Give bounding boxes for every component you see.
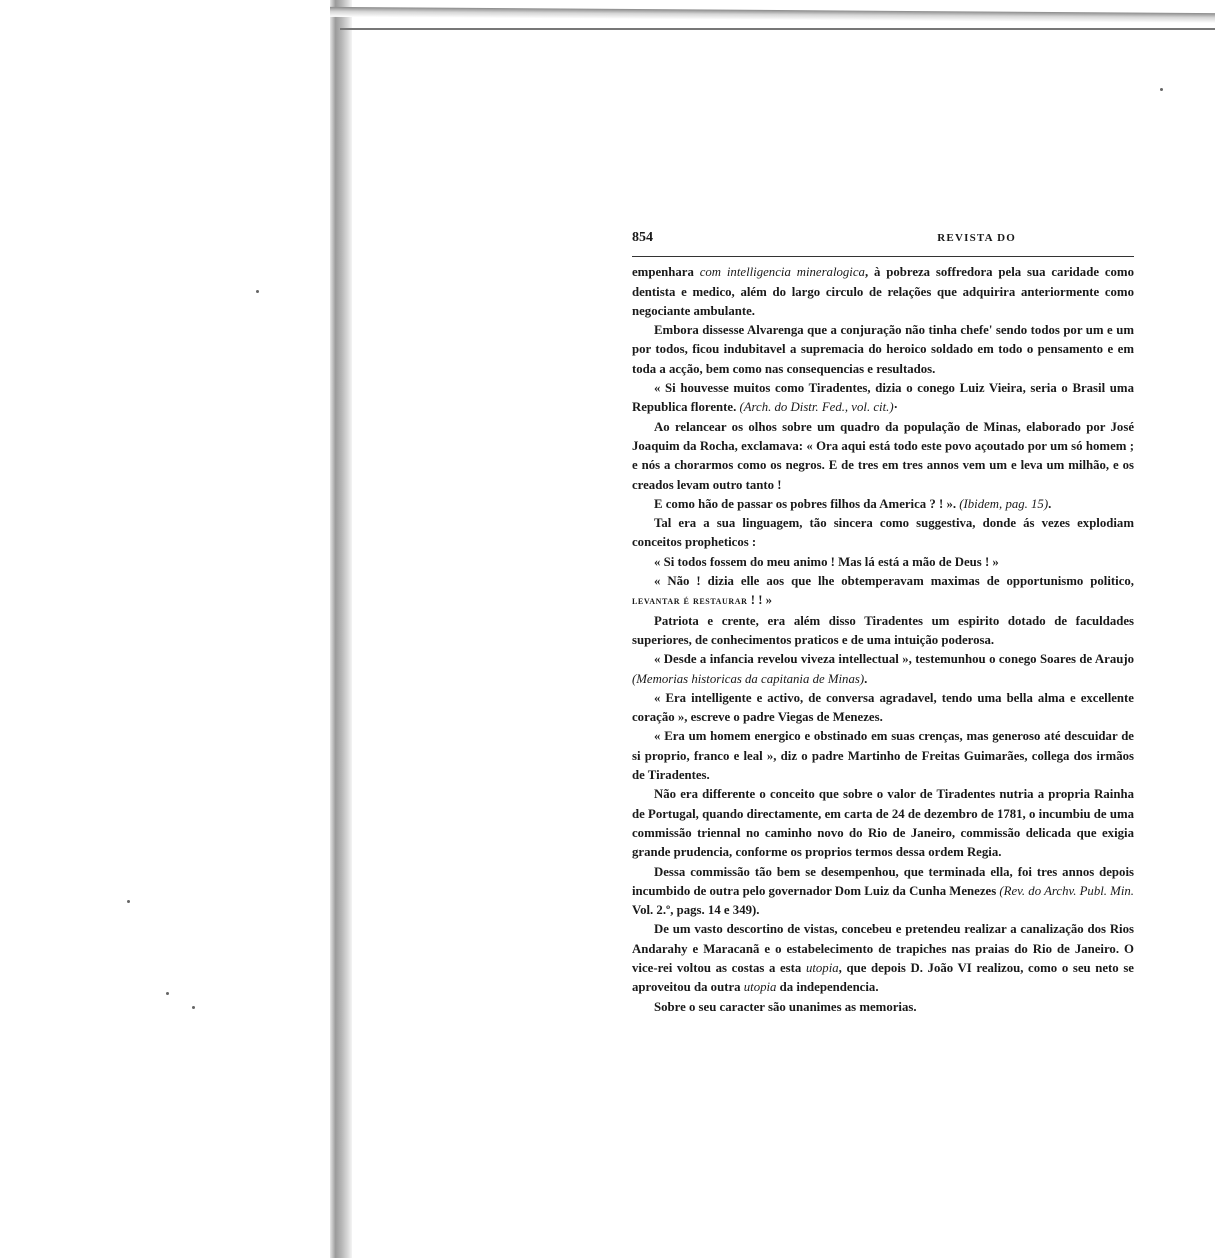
paragraph bbox=[632, 998, 1134, 1017]
book-binding-shadow bbox=[330, 0, 352, 1258]
document-page bbox=[632, 228, 1134, 1017]
paper-speck bbox=[127, 900, 130, 903]
paragraph bbox=[632, 650, 1134, 689]
text-run-it: (Rev. do Archv. Publ. Min. bbox=[999, 883, 1134, 898]
text-run-sc: levantar é restaurar bbox=[632, 595, 748, 608]
text-run: « Si houvesse muitos como Tiradentes, dizia o conego Luiz Vieira, seria o Brasil uma Republica florente. bbox=[632, 381, 1134, 415]
text-run: ! ! » bbox=[747, 593, 773, 608]
text-run: Sobre o seu caracter são unanimes as memorias. bbox=[654, 999, 917, 1014]
text-run-it: utopia bbox=[805, 960, 839, 975]
text-run: Patriota e crente, era além disso Tiradentes um espirito dotado de faculdades superiores, de conhecimentos praticos e de uma intuição poderosa. bbox=[632, 613, 1134, 647]
page-top-shadow bbox=[330, 7, 1215, 23]
text-run: . bbox=[1048, 496, 1052, 511]
paragraph bbox=[632, 553, 1134, 572]
page-number: 854 bbox=[632, 230, 653, 245]
text-run: Vol. 2.º, pags. 14 e 349). bbox=[632, 903, 760, 918]
text-run: Ao relancear os olhos sobre um quadro da população de Minas, elaborado por José Joaquim da Rocha, exclamava: « Ora aqui está todo este povo açoutado por um só homem ; e nós a chorarmos como os negros. E de tres em tres annos vem um e leva um milhão, e os creados levam outro tanto ! bbox=[632, 419, 1134, 492]
paragraph bbox=[632, 418, 1134, 495]
paragraph bbox=[632, 727, 1134, 785]
paper-speck bbox=[166, 992, 169, 995]
page-top-edge bbox=[340, 28, 1215, 30]
text-run: . bbox=[864, 671, 868, 686]
text-run-it: (Arch. do Distr. Fed., vol. cit.) bbox=[739, 400, 894, 415]
text-run: E como hão de passar os pobres filhos da America ? ! ». bbox=[654, 496, 960, 511]
paragraph bbox=[632, 321, 1134, 379]
text-run-it: (Ibidem, pag. 15) bbox=[959, 496, 1049, 511]
text-run: « Desde a infancia revelou viveza intellectual », testemunhou o conego Soares de Araujo bbox=[654, 652, 1134, 667]
paper-speck bbox=[256, 290, 259, 293]
text-run: Dessa commissão tão bem se desempenhou, que terminada ella, foi tres annos depois incumbido de outra pelo governador Dom Luiz da Cunha Menezes bbox=[632, 864, 1134, 898]
paragraph bbox=[632, 920, 1134, 997]
text-run: « Era intelligente e activo, de conversa agradavel, tendo uma bella alma e excellente coração », escreve o padre Viegas de Menezes. bbox=[632, 690, 1134, 725]
paragraph bbox=[632, 785, 1134, 862]
paragraph bbox=[632, 572, 1134, 612]
text-run: Embora dissesse Alvarenga que a conjuração não tinha chefe' sendo todos por um e um por todos, ficou indubitavel a supremacia do heroico soldado em todo o pensamento e em toda a acção, bem como nas consequencias e resultados. bbox=[632, 323, 1134, 376]
text-run: « Não ! dizia elle aos que lhe obtemperavam maximas de opportunismo politico, bbox=[654, 574, 1134, 589]
text-run-it: (Memorias historicas da capitania de Minas) bbox=[632, 671, 865, 686]
paragraph bbox=[632, 263, 1134, 321]
body-text bbox=[632, 263, 1134, 1017]
paragraph bbox=[632, 863, 1134, 921]
text-run: empenhara bbox=[632, 265, 700, 280]
page-header bbox=[632, 228, 1134, 257]
paragraph bbox=[632, 379, 1134, 418]
text-run: Tal era a sua linguagem, tão sincera como suggestiva, donde ás vezes explodiam conceitos propheticos : bbox=[632, 516, 1134, 550]
paper-speck bbox=[1160, 88, 1163, 91]
text-run: , à pobreza soffredora pela sua caridade como dentista e medico, além do largo circulo de relações que adquirira anteriormente como negociante ambulante. bbox=[632, 265, 1134, 318]
paragraph bbox=[632, 689, 1134, 728]
text-run-it: utopia bbox=[743, 980, 777, 995]
paper-speck bbox=[192, 1006, 195, 1009]
text-run: « Si todos fossem do meu animo ! Mas lá está a mão de Deus ! » bbox=[654, 554, 999, 569]
text-run: Não era differente o conceito que sobre o valor de Tiradentes nutria a propria Rainha de Portugal, quando directamente, em carta de 24 de dezembro de 1781, o incumbiu de uma commissão triennal no caminho novo do Rio de Janeiro, commissão delicada que exigia grande prudencia, conforme os proprios termos dessa ordem Regia. bbox=[632, 787, 1134, 860]
paragraph bbox=[632, 495, 1134, 514]
running-head: REVISTA DO bbox=[937, 232, 1016, 244]
text-run: , que depois D. João VI realizou, como o seu neto se aproveitou da outra bbox=[632, 960, 1134, 995]
text-run-it: com intelligencia mineralogica bbox=[699, 265, 865, 280]
text-run: « Era um homem energico e obstinado em suas crenças, mas generoso até descuidar de si proprio, franco e leal », diz o padre Martinho de Freitas Guimarães, collega dos irmãos de Tiradentes. bbox=[632, 729, 1134, 783]
text-run: · bbox=[893, 400, 898, 415]
paragraph bbox=[632, 514, 1134, 553]
text-run: da independencia. bbox=[776, 980, 879, 995]
text-run: De um vasto descortino de vistas, concebeu e pretendeu realizar a canalização dos Rios Andarahy e Maracanã e o estabelecimento de trapiches nas praias do Rio de Janeiro. O vice-rei voltou as costas a esta bbox=[632, 922, 1134, 975]
paragraph bbox=[632, 612, 1134, 651]
